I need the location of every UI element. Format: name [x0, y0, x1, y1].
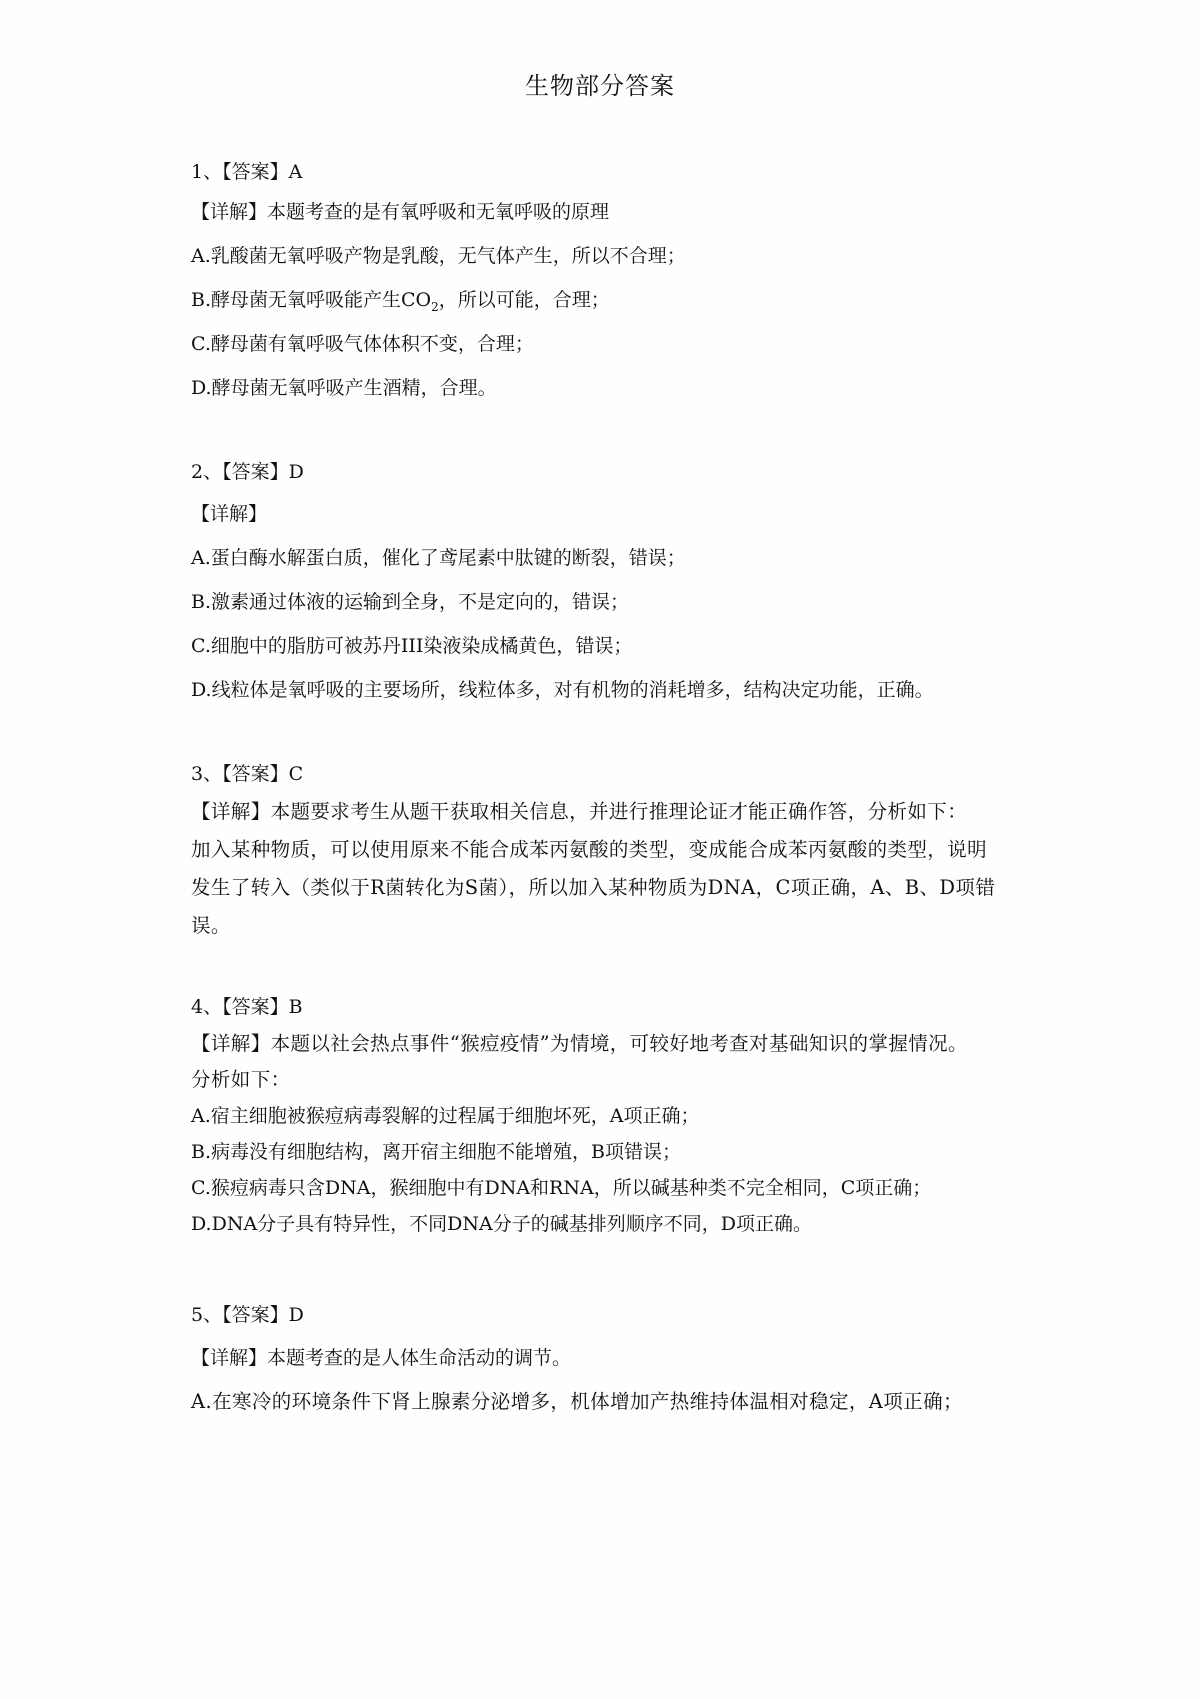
q1-explanation-heading: 【详解】本题考查的是有氧呼吸和无氧呼吸的原理: [191, 201, 610, 223]
q2-explanation-heading: 【详解】: [191, 503, 268, 525]
q4-answer: 4、【答案】B: [191, 996, 303, 1018]
q4-option-a: A.宿主细胞被猴痘病毒裂解的过程属于细胞坏死，A项正确；: [191, 1105, 700, 1127]
q2-option-d: D.线粒体是氧呼吸的主要场所，线粒体多，对有机物的消耗增多，结构决定功能，正确。: [191, 679, 934, 701]
q1-option-d: D.酵母菌无氧呼吸产生酒精，合理。: [191, 377, 497, 399]
q2-option-a: A.蛋白酶水解蛋白质，催化了鸢尾素中肽键的断裂，错误；: [191, 547, 686, 569]
q4-option-b: B.病毒没有细胞结构，离开宿主细胞不能增殖，B项错误；: [191, 1141, 681, 1163]
q1-option-a: A.乳酸菌无氧呼吸产物是乳酸，无气体产生，所以不合理；: [191, 245, 686, 267]
q5-option-a: A.在寒冷的环境条件下肾上腺素分泌增多，机体增加产热维持体温相对稳定，A项正确；: [191, 1390, 963, 1413]
q1-option-b-tail: ，所以可能，合理；: [438, 289, 610, 311]
q4-option-c: C.猴痘病毒只含DNA，猴细胞中有DNA和RNA，所以碱基种类不完全相同，C项正确；: [191, 1177, 932, 1199]
q1-option-b-text: B.酵母菌无氧呼吸能产生: [191, 289, 402, 311]
q3-answer: 3、【答案】C: [191, 763, 304, 785]
q5-explanation-heading: 【详解】本题考查的是人体生命活动的调节。: [191, 1347, 572, 1369]
q3-explanation-line-2: 加入某种物质，可以使用原来不能合成苯丙氨酸的类型，变成能合成苯丙氨酸的类型，说明: [191, 838, 988, 861]
q1-option-b-sub: 2: [431, 299, 439, 314]
q4-explanation-line-2: 分析如下：: [191, 1068, 291, 1091]
q3-explanation-line-4: 误。: [191, 914, 231, 937]
q5-answer: 5、【答案】D: [191, 1304, 304, 1326]
q1-answer: 1、【答案】A: [191, 161, 303, 183]
q4-option-d: D.DNA分子具有特异性，不同DNA分子的碱基排列顺序不同，D项正确。: [191, 1213, 812, 1235]
q1-option-b: [191, 288, 610, 319]
q3-explanation-line-1: 【详解】本题要求考生从题干获取相关信息，并进行推理论证才能正确作答，分析如下：: [191, 800, 968, 823]
q2-option-c: C.细胞中的脂肪可被苏丹III染液染成橘黄色，错误；: [191, 635, 633, 657]
page-title: 生物部分答案: [525, 72, 675, 100]
q1-option-c: C.酵母菌有氧呼吸气体体积不变，合理；: [191, 333, 534, 355]
q3-explanation-line-3: 发生了转入（类似于R菌转化为S菌），所以加入某种物质为DNA，C项正确，A、B、D项错: [191, 876, 996, 899]
q1-option-b-co: CO: [401, 289, 432, 311]
q4-explanation-line-1: 【详解】本题以社会热点事件“猴痘疫情”为情境，可较好地考查对基础知识的掌握情况。: [191, 1032, 968, 1055]
q2-answer: 2、【答案】D: [191, 461, 304, 483]
q2-option-b: B.激素通过体液的运输到全身，不是定向的，错误；: [191, 591, 630, 613]
